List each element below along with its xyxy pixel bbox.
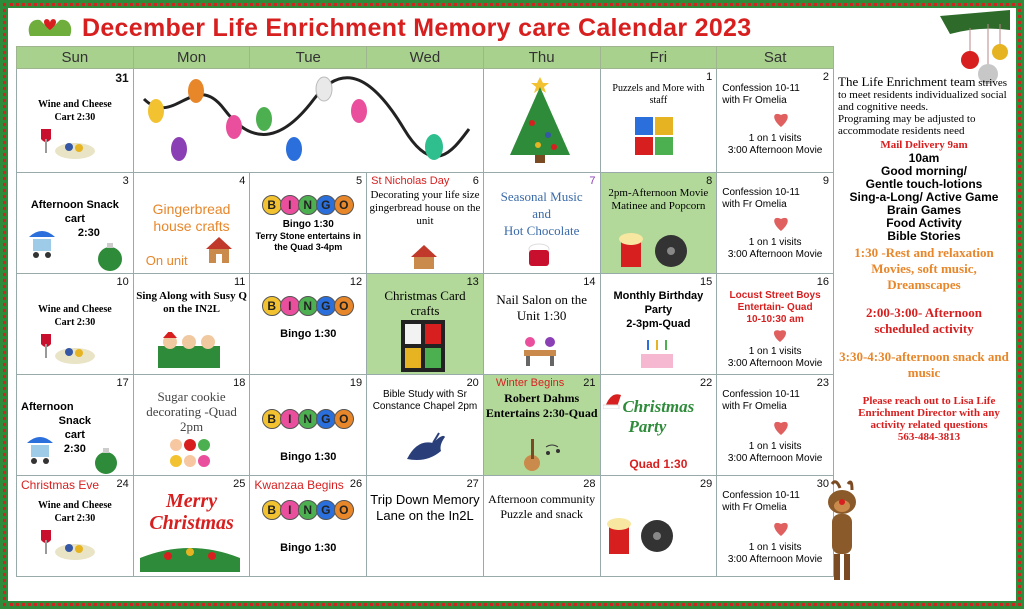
wine-cheese-icon (37, 332, 97, 368)
afternoon-snack: 3:30-4:30-afternoon snack and music (839, 349, 1009, 380)
santa-hat-icon (603, 389, 623, 409)
day-number: 7 (589, 175, 596, 187)
info-sidebar (838, 76, 1010, 443)
music-line3: Hot Chocolate (503, 223, 580, 238)
heart-hands-icon (771, 326, 789, 344)
gingerbread-line1: Gingerbread (152, 201, 231, 217)
day-number: 26 (349, 478, 363, 490)
day-number: 11 (233, 276, 246, 288)
locust-line2: Entertain- Quad (737, 302, 813, 313)
day-cell-29 (600, 476, 717, 577)
contact-note: Please reach out to Lisa Life Enrichment Director with any activity related questions (858, 395, 1000, 431)
wine-cheese-line1: Wine and Cheese (37, 99, 112, 110)
holiday-label: Christmas Eve (21, 478, 100, 492)
day-cell-12 (250, 274, 367, 375)
day-cell-31 (17, 69, 134, 173)
week-row-2 (17, 173, 834, 274)
contact-phone: 563-484-3813 (897, 431, 961, 443)
confession-line2: with Fr Omelia (722, 502, 787, 513)
schedule-line-2: Good morning/ (881, 164, 967, 178)
guitar-music-icon (520, 437, 566, 473)
holiday-label: Kwanzaa Begins (254, 478, 344, 492)
week-row-1 (17, 69, 834, 173)
movie-popcorn-icon (607, 512, 679, 558)
day-cell-25 (133, 476, 250, 577)
day-cell-16 (717, 274, 834, 375)
schedule-line-1: 10am (908, 151, 940, 165)
day-cell-22 (600, 375, 717, 476)
day-cell-6 (367, 173, 484, 274)
day-number: 29 (699, 478, 713, 490)
movie-text: 3:00 Afternoon Movie (727, 554, 823, 565)
weekday-sun: Sun (17, 47, 134, 69)
sugar-cookies-icon (168, 437, 214, 471)
ornament-icon (95, 239, 125, 273)
day-number: 15 (699, 276, 713, 288)
party-line3: Quad 1:30 (629, 457, 688, 471)
day-number: 21 (583, 377, 596, 389)
birthday-cake-icon (637, 334, 677, 370)
day-number: 3 (122, 175, 129, 187)
visits-text: 1 on 1 visits (748, 133, 802, 144)
page-title: December Life Enrichment Memory care Calendar 2023 (82, 14, 752, 42)
day-cell-13 (367, 274, 484, 375)
bingo-balls-icon: B I N G O (252, 294, 364, 316)
christmas-tree-cell (483, 69, 600, 173)
gingerbread-house-icon (409, 243, 439, 271)
gingerbread-line2: house crafts (153, 218, 230, 234)
heart-hands-icon (771, 109, 791, 129)
holly-garland-icon (138, 538, 242, 574)
event-text: Puzzels and More with staff (612, 83, 705, 106)
snack-line1: Afternoon Snack (30, 199, 119, 211)
week-row-5 (17, 476, 834, 577)
bingo-balls-icon: B I N G O (252, 193, 364, 215)
day-cell-4 (133, 173, 250, 274)
confession-line1: Confession 10-11 (722, 490, 800, 501)
bingo-text: Bingo 1:30 (280, 328, 337, 340)
event-text: Nail Salon on the Unit 1:30 (496, 292, 587, 323)
grinch-hands-heart-icon (24, 12, 76, 40)
holiday-label: Winter Begins (495, 377, 565, 389)
movie-popcorn-icon (619, 229, 691, 271)
sidebar-intro-rest: strives to meet residents individualized social and cognitive needs. (838, 77, 1008, 113)
day-cell-23 (717, 375, 834, 476)
day-cell-11 (133, 274, 250, 375)
rest-relaxation: 1:30 -Rest and relaxation Movies, soft music, Dreamscapes (854, 245, 994, 292)
christmas-card-icon (401, 320, 445, 372)
calendar-grid (16, 46, 834, 577)
wine-cheese-line2: Cart 2:30 (54, 513, 96, 524)
wine-cheese-icon (37, 528, 97, 564)
day-number: 5 (355, 175, 363, 187)
day-cell-10 (17, 274, 134, 375)
day-number: 30 (816, 478, 829, 490)
puzzle-icon (633, 115, 677, 159)
day-number: 9 (822, 175, 829, 187)
wine-cheese-line2: Cart 2:30 (54, 112, 96, 123)
day-number: 10 (116, 276, 129, 288)
wine-cheese-icon (37, 127, 97, 163)
wine-cheese-line2: Cart 2:30 (54, 317, 96, 328)
day-number: 12 (349, 276, 363, 288)
day-cell-1 (600, 69, 717, 173)
day-cell-7 (483, 173, 600, 274)
party-line2: Party (628, 417, 667, 436)
wine-cheese-line1: Wine and Cheese (37, 500, 112, 511)
locust-line3: 10-10:30 am (746, 314, 804, 325)
day-number: 19 (349, 377, 363, 389)
snack-line3: cart (64, 429, 85, 441)
grinch-icon (818, 478, 866, 586)
birthday-line3: 2-3pm-Quad (626, 318, 691, 330)
birthday-line1: Monthly Birthday (613, 290, 704, 302)
day-number: 22 (699, 377, 713, 389)
ornament-icon (91, 445, 121, 475)
christmas-tree-icon (502, 73, 578, 165)
party-line1: Christmas (622, 397, 695, 416)
weekday-mon: Mon (133, 47, 250, 69)
merry-christmas-line1: Merry (166, 490, 218, 512)
day-number: 28 (583, 478, 596, 490)
weekday-sat: Sat (717, 47, 834, 69)
confession-line2: with Fr Omelia (722, 199, 787, 210)
visits-text: 1 on 1 visits (748, 441, 802, 452)
event-text: 2pm-Afternoon Movie Matinee and Popcorn (608, 187, 709, 212)
event-text: Sugar cookie decorating -Quad 2pm (146, 389, 237, 434)
day-cell-18 (133, 375, 250, 476)
snack-cart-icon (27, 225, 57, 259)
bingo-text: Bingo 1:30 (280, 542, 337, 554)
heart-hands-icon (771, 417, 791, 437)
weekday-wed: Wed (367, 47, 484, 69)
day-number: 4 (239, 175, 246, 187)
hot-chocolate-icon (524, 241, 554, 271)
day-number: 14 (583, 276, 596, 288)
event-text: Sing Along with Susy Q on the IN2L (136, 290, 247, 315)
event-text: Bible Study with Sr Constance Chapel 2pm (372, 389, 478, 412)
weekday-header (17, 47, 834, 69)
christmas-lights-icon (134, 69, 474, 169)
movie-text: 3:00 Afternoon Movie (727, 453, 823, 464)
sidebar-intro2: Programing may be adjusted to accommodate residents need (838, 113, 976, 137)
carolers-icon (154, 332, 224, 370)
day-cell-20 (367, 375, 484, 476)
snack-line1: Afternoon (21, 401, 74, 413)
bingo-balls-icon: B I N G O (252, 498, 364, 520)
day-number: 27 (466, 478, 479, 490)
gingerbread-line3: On unit (145, 253, 188, 268)
schedule-line-4: Sing-a-Long/ Active Game (849, 190, 999, 204)
visits-text: 1 on 1 visits (748, 346, 802, 357)
holiday-label: St Nicholas Day (371, 175, 450, 187)
locust-line1: Locust Street Boys (729, 290, 821, 301)
bingo-text: Bingo 1:30 (280, 451, 337, 463)
entertainment-text: Terry Stone entertains in the Quad 3-4pm (255, 231, 361, 252)
confession-line1: Confession 10-11 (722, 389, 800, 400)
day-cell-9 (717, 173, 834, 274)
music-line2: and (532, 206, 552, 221)
snack-line4: 2:30 (63, 443, 86, 455)
event-text: Christmas Card crafts (384, 288, 466, 318)
week-row-3 (17, 274, 834, 375)
day-cell-21 (483, 375, 600, 476)
wine-cheese-line1: Wine and Cheese (37, 304, 112, 315)
day-number: 31 (115, 71, 129, 85)
day-number: 13 (466, 276, 479, 288)
afternoon-activity: 2:00-3:00- Afternoon scheduled activity (866, 305, 982, 336)
visits-text: 1 on 1 visits (748, 237, 802, 248)
day-cell-28 (483, 476, 600, 577)
event-text: Decorating your life size gingerbread house on the unit (369, 189, 481, 227)
heart-hands-icon (771, 213, 791, 233)
day-cell-24 (17, 476, 134, 577)
birthday-line2: Party (644, 304, 673, 316)
christmas-lights-cell (133, 69, 483, 173)
day-cell-17 (17, 375, 134, 476)
day-number: 24 (116, 478, 129, 490)
confession-line2: with Fr Omelia (722, 95, 787, 106)
schedule-line-6: Food Activity (886, 216, 962, 230)
day-cell-15 (600, 274, 717, 375)
day-number: 23 (816, 377, 829, 389)
snack-line2: cart (64, 213, 85, 225)
merry-christmas-line2: Christmas (149, 512, 234, 534)
day-number: 18 (233, 377, 246, 389)
bingo-text: Bingo 1:30 (282, 219, 334, 230)
day-cell-27 (367, 476, 484, 577)
schedule-line-3: Gentle touch-lotions (865, 177, 983, 191)
snack-line3: 2:30 (77, 227, 100, 239)
day-number: 2 (822, 71, 829, 83)
music-line1: Seasonal Music (500, 189, 583, 204)
weekday-fri: Fri (600, 47, 717, 69)
day-number: 8 (706, 175, 713, 187)
day-cell-8 (600, 173, 717, 274)
mail-delivery: Mail Delivery 9am (880, 139, 968, 151)
sidebar-intro-lead: The Life Enrichment team (838, 74, 976, 89)
heart-hands-icon (771, 518, 791, 538)
event-text: Trip Down Memory Lane on the In2L (370, 492, 480, 523)
day-cell-2 (717, 69, 834, 173)
bingo-balls-icon: B I N G O (252, 407, 364, 429)
dove-icon (403, 429, 447, 469)
event-text: Robert Dahms Entertains 2:30-Quad (485, 391, 598, 420)
snack-cart-icon (25, 431, 55, 465)
day-cell-26 (250, 476, 367, 577)
schedule-line-7: Bible Stories (887, 229, 961, 243)
movie-text: 3:00 Afternoon Movie (727, 249, 823, 260)
day-cell-5 (250, 173, 367, 274)
schedule-line-5: Brain Games (886, 203, 962, 217)
confession-line1: Confession 10-11 (722, 187, 800, 198)
visits-text: 1 on 1 visits (748, 542, 802, 553)
gingerbread-house-icon (204, 235, 234, 265)
day-number: 6 (472, 175, 479, 187)
day-number: 20 (466, 377, 479, 389)
day-number: 1 (706, 71, 713, 83)
day-cell-3 (17, 173, 134, 274)
event-text: Afternoon community Puzzle and snack (488, 492, 596, 521)
day-cell-14 (483, 274, 600, 375)
day-number: 25 (233, 478, 246, 490)
day-cell-30 (717, 476, 834, 577)
sidebar-intro (838, 76, 1010, 113)
confession-line1: Confession 10-11 (722, 83, 800, 94)
snack-line2: Snack (58, 415, 92, 427)
weekday-tue: Tue (250, 47, 367, 69)
day-cell-19 (250, 375, 367, 476)
movie-text: 3:00 Afternoon Movie (727, 145, 823, 156)
day-number: 17 (116, 377, 129, 389)
weekday-thu: Thu (483, 47, 600, 69)
week-row-4 (17, 375, 834, 476)
nail-salon-icon (520, 334, 560, 368)
confession-line2: with Fr Omelia (722, 401, 787, 412)
movie-text: 3:00 Afternoon Movie (727, 358, 823, 369)
day-number: 16 (816, 276, 829, 288)
